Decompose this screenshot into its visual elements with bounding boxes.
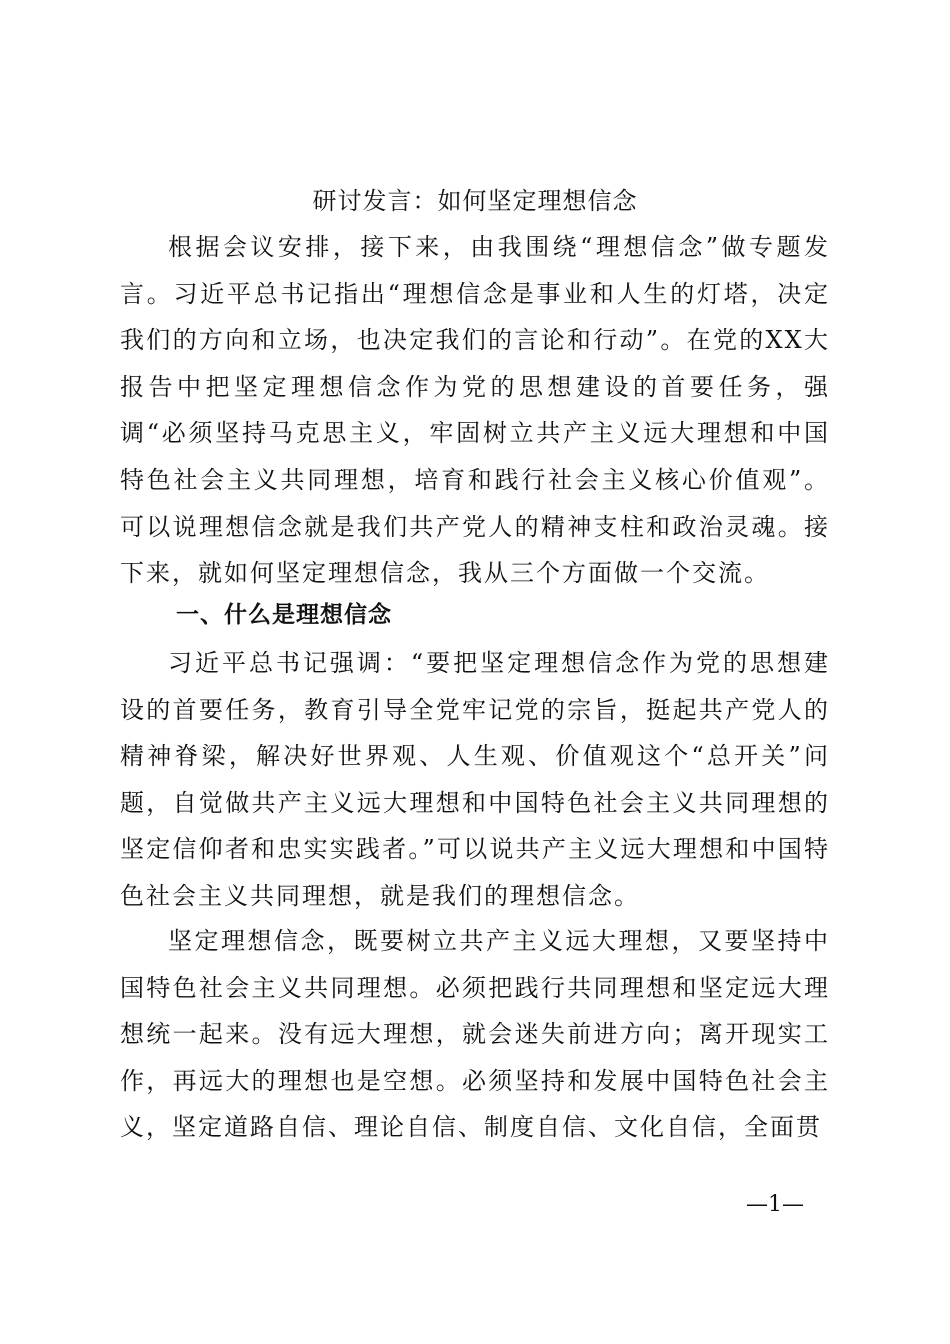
paragraph-section-1-a: 习近平总书记强调：“要把坚定理想信念作为党的思想建设的首要任务，教育引导全党牢记党的宗旨，挺起共产党人的精神脊梁，解决好世界观、人生观、价值观这个“总开关”问题，自觉做共产主义远大理想和中国特色社会主义共同理想的坚定信仰者和忠实实践者。”可以说共产主义远大理想和中国特色社会主义共同理想，就是我们的理想信念。 xyxy=(120,649,830,910)
document-title: 研讨发言：如何坚定理想信念 xyxy=(312,187,638,215)
paragraph-intro: 根据会议安排，接下来，由我围绕“理想信念”做专题发言。习近平总书记指出“理想信念是事业和人生的灯塔，决定我们的方向和立场，也决定我们的言论和行动”。在党的XX大报告中把坚定理想信念作为党的思想建设的首要任务，强调“必须坚持马克思主义，牢固树立共产主义远大理想和中国特色社会主义共同理想，培育和践行社会主义核心价值观”。可以说理想信念就是我们共产党人的精神支柱和政治灵魂。接下来，就如何坚定理想信念，我从三个方面做一个交流。 xyxy=(120,233,830,588)
paragraph-section-1-b: 坚定理想信念，既要树立共产主义远大理想，又要坚持中国特色社会主义共同理想。必须把践行共同理想和坚定远大理想统一起来。没有远大理想，就会迷失前进方向；离开现实工作，再远大的理想也是空想。必须坚持和发展中国特色社会主义，坚定道路自信、理论自信、制度自信、文化自信，全面贯 xyxy=(120,927,830,1142)
page-number: —1— xyxy=(746,1192,804,1217)
section-heading-1: 一、什么是理想信念 xyxy=(176,602,392,628)
